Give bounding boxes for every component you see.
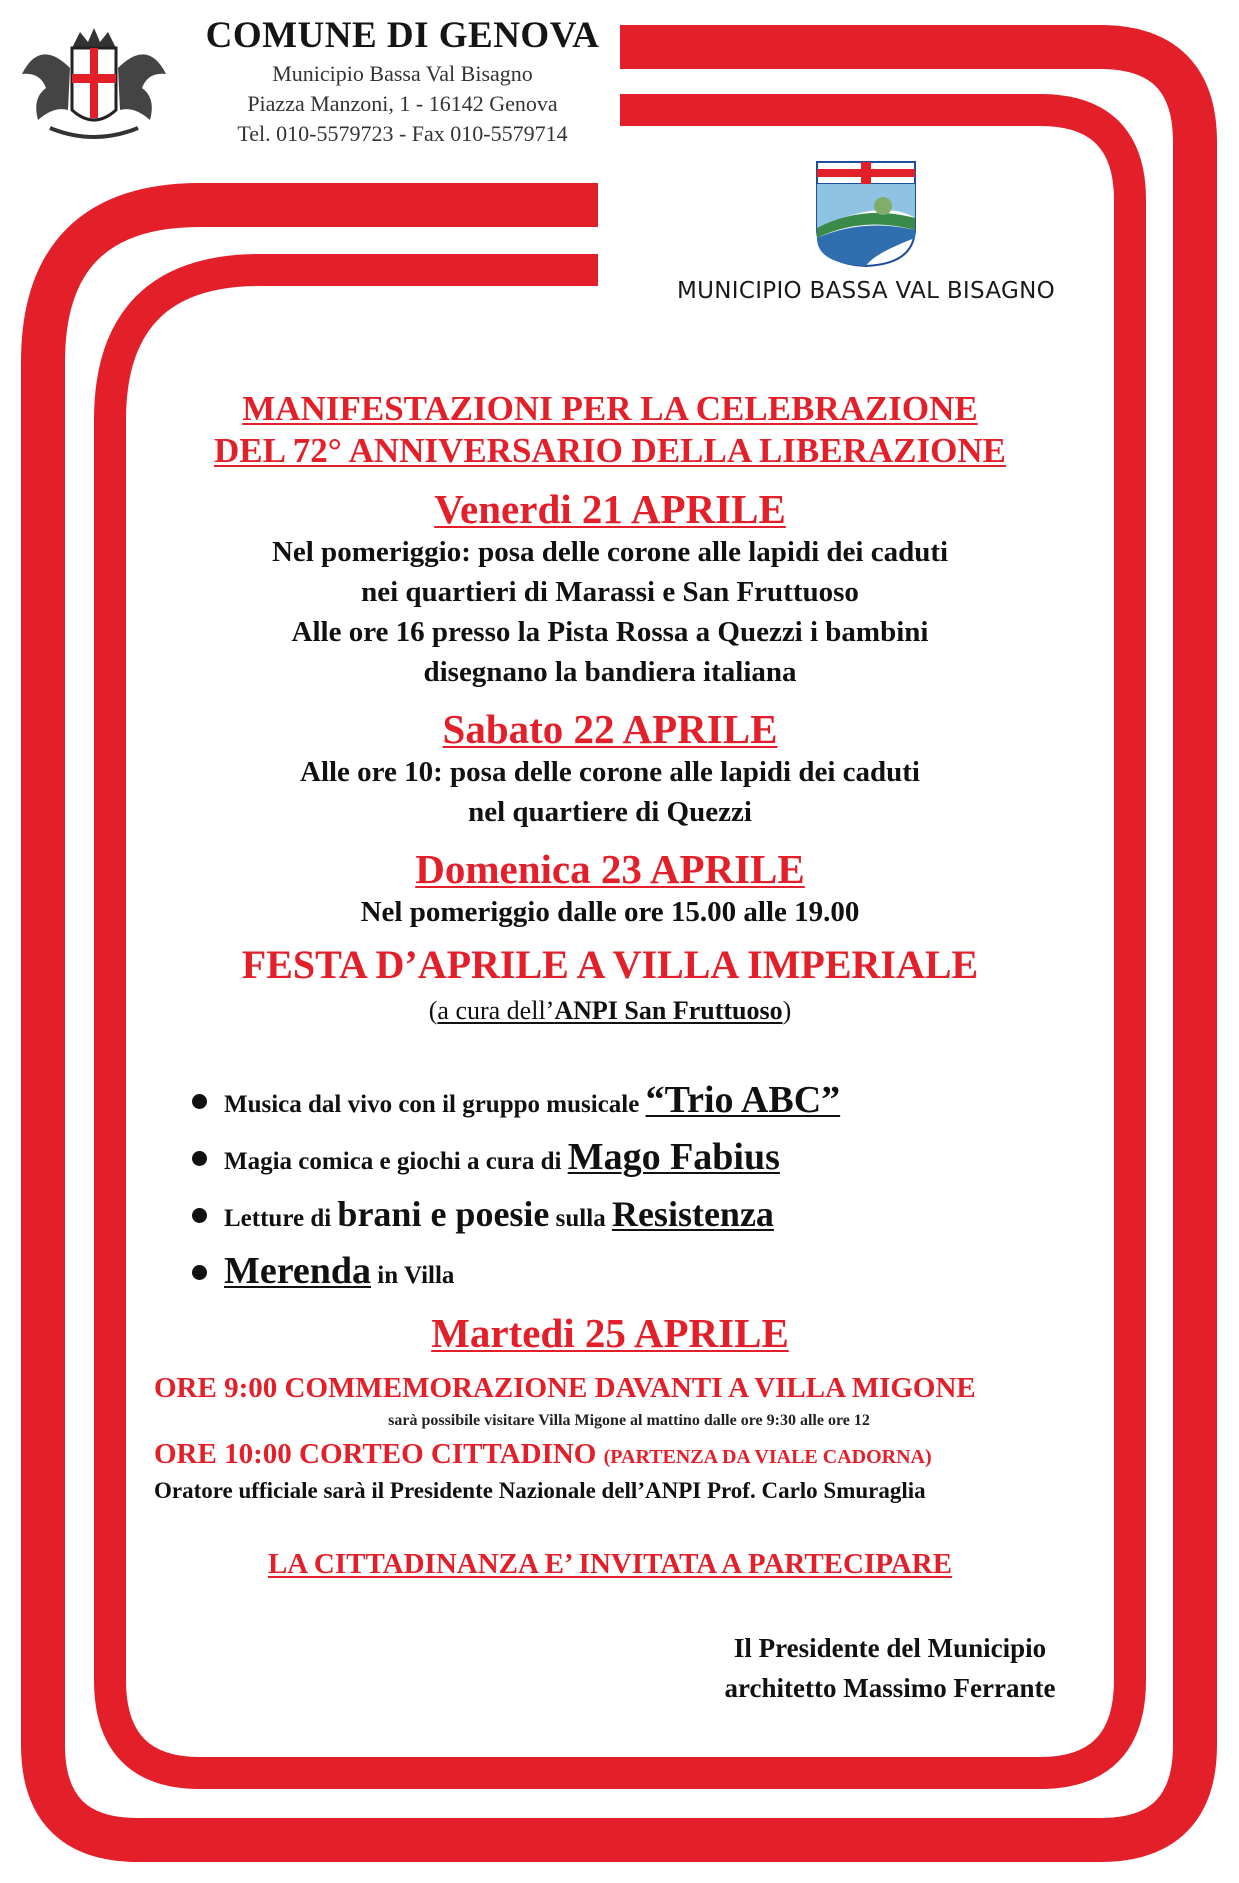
main-title-line-2: DEL 72° ANNIVERSARIO DELLA LIBERAZIONE — [214, 431, 1006, 470]
genova-coat-of-arms-icon — [10, 18, 178, 158]
sabato-heading: Sabato 22 APRILE — [442, 706, 778, 752]
venerdi-heading: Venerdi 21 APRILE — [434, 486, 786, 532]
list-item: Merenda in Villa — [188, 1243, 988, 1300]
municipio-name: Municipio Bassa Val Bisagno — [272, 61, 533, 86]
sabato-line: nel quartiere di Quezzi — [468, 796, 752, 828]
bullet-icon — [192, 1094, 207, 1109]
a-cura-di: (a cura dell’ANPI San Fruttuoso) — [428, 996, 792, 1025]
venerdi-line: nei quartieri di Marassi e San Fruttuoso — [361, 576, 859, 608]
municipio-shield-icon — [813, 158, 919, 268]
bullet-icon — [192, 1265, 207, 1280]
comune-title: COMUNE DI GENOVA — [205, 15, 600, 56]
main-title-line-1: MANIFESTAZIONI PER LA CELEBRAZIONE — [242, 389, 978, 428]
bullet-icon — [192, 1208, 207, 1223]
sabato-line: Alle ore 10: posa delle corone alle lapidi dei caduti — [300, 756, 920, 788]
header — [0, 0, 620, 155]
municipio-caption: MUNICIPIO BASSA VAL BISAGNO — [676, 278, 1056, 304]
oratore-ufficiale: Oratore ufficiale sarà il Presidente Nazionale dell’ANPI Prof. Carlo Smuraglia — [154, 1478, 926, 1503]
martedi-block — [130, 1296, 1090, 1356]
main-content — [130, 388, 1090, 1026]
merenda: Merenda — [224, 1250, 372, 1292]
firma-nome: architetto Massimo Ferrante — [724, 1673, 1056, 1703]
list-item: Magia comica e giochi a cura di Mago Fabius — [188, 1129, 988, 1186]
venerdi-line: Alle ore 16 presso la Pista Rossa a Quezzi i bambini — [291, 616, 929, 648]
venerdi-line: Nel pomeriggio: posa delle corone alle lapidi dei caduti — [271, 536, 949, 568]
festa-program-list — [188, 1072, 988, 1300]
villa-migone-note: sarà possibile visitare Villa Migone al mattino dalle ore 9:30 alle ore 12 — [388, 1412, 870, 1429]
municipio-logo — [656, 158, 1076, 304]
ore-10-corteo: ORE 10:00 CORTEO CITTADINO (PARTENZA DA VIALE CADORNA) — [154, 1438, 932, 1470]
martedi-heading: Martedi 25 APRILE — [431, 1310, 789, 1356]
ore-9-commemorazione: ORE 9:00 COMMEMORAZIONE DAVANTI A VILLA MIGONE — [154, 1372, 976, 1404]
trio-abc: “Trio ABC” — [645, 1079, 841, 1121]
resistenza: Resistenza — [611, 1194, 774, 1234]
venerdi-line: disegnano la bandiera italiana — [423, 656, 797, 688]
bullet-icon — [192, 1151, 207, 1166]
address: Piazza Manzoni, 1 - 16142 Genova — [247, 91, 558, 116]
domenica-time: Nel pomeriggio dalle ore 15.00 alle 19.00 — [360, 896, 860, 928]
domenica-heading: Domenica 23 APRILE — [415, 846, 805, 892]
firma — [680, 1628, 1100, 1708]
invito-cittadinanza: LA CITTADINANZA E’ INVITATA A PARTECIPARE — [267, 1548, 953, 1580]
mago-fabius: Mago Fabius — [567, 1136, 780, 1178]
list-item: Letture di brani e poesie sulla Resistenza — [188, 1186, 988, 1243]
festa-title: FESTA D’APRILE A VILLA IMPERIALE — [241, 942, 979, 987]
list-item: Musica dal vivo con il gruppo musicale “Trio ABC” — [188, 1072, 988, 1129]
firma-titolo: Il Presidente del Municipio — [733, 1633, 1047, 1663]
phone-fax: Tel. 010-5579723 - Fax 010-5579714 — [237, 121, 568, 146]
